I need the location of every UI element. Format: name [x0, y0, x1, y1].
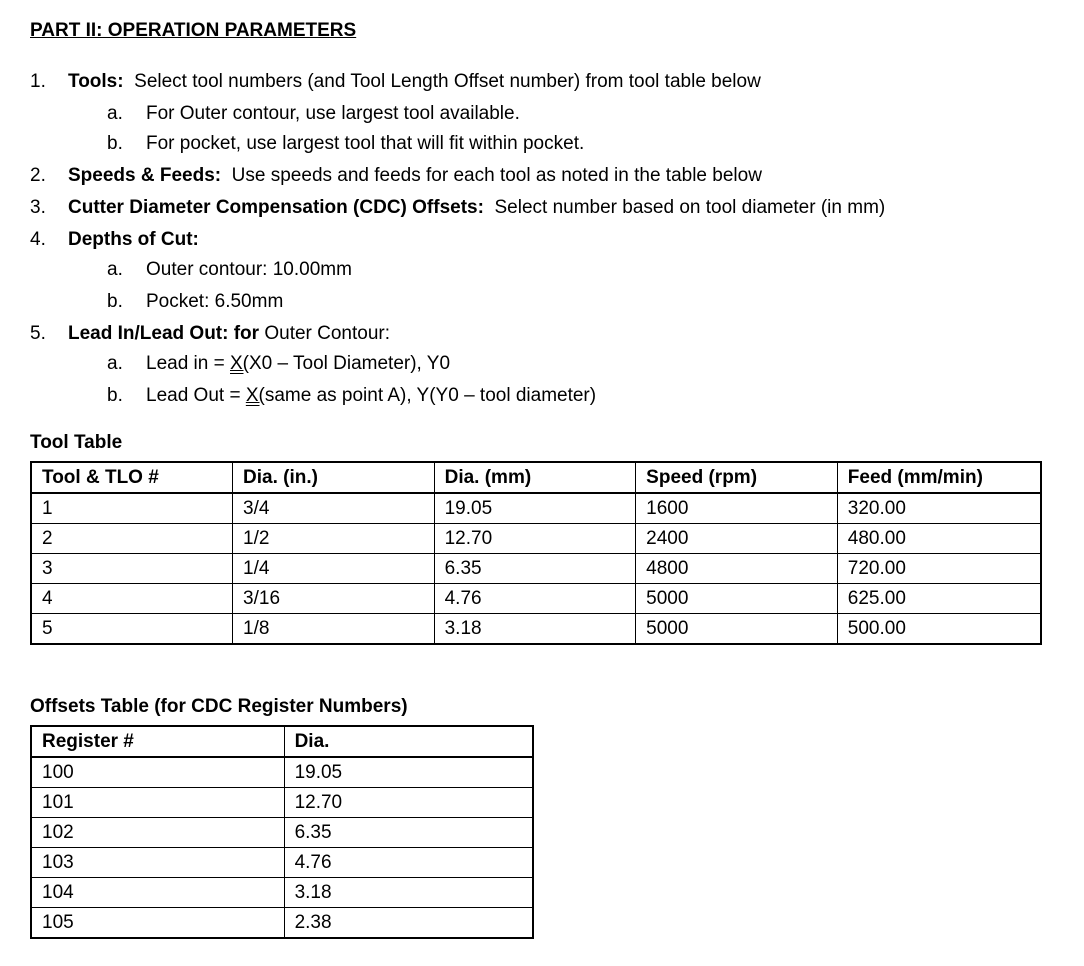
table-row: [31, 614, 1041, 645]
list-item-2: [30, 164, 46, 188]
list-item-3: [30, 196, 46, 220]
list-subitem-5b: [107, 384, 123, 408]
column-header: Tool & TLO #: [31, 462, 233, 493]
offsets-table: [30, 725, 534, 939]
table-cell: 12.70: [434, 524, 636, 554]
subitem-letter: b.: [107, 133, 123, 154]
subitem-text: Pocket: 6.50mm: [146, 291, 284, 312]
list-item-5-content: [68, 322, 390, 346]
table-cell: 480.00: [837, 524, 1041, 554]
list-subitem-4a-text: [146, 258, 352, 282]
table-cell: 102: [31, 818, 284, 848]
column-header: Register #: [31, 726, 284, 757]
item-text: Use speeds and feeds for each tool as noted in the table below: [231, 165, 762, 186]
table-row: [31, 878, 533, 908]
item-label: Tools:: [68, 71, 124, 92]
table-cell: 5000: [636, 584, 838, 614]
subitem-text-post: same as point A), Y(Y0 – tool diameter): [264, 385, 597, 406]
list-item-2-content: [68, 164, 762, 188]
list-subitem-1a: [107, 102, 123, 126]
list-item-5: [30, 322, 46, 346]
table-cell: 3: [31, 554, 233, 584]
table-cell: 6.35: [434, 554, 636, 584]
page-title: PART II: OPERATION PARAMETERS: [30, 20, 357, 41]
table-cell: 1/4: [233, 554, 435, 584]
subitem-text-x: X(: [230, 353, 249, 374]
column-header: Feed (mm/min): [837, 462, 1041, 493]
list-item-3-content: [68, 196, 885, 220]
column-header: Dia. (mm): [434, 462, 636, 493]
subitem-letter: a.: [107, 353, 123, 374]
table-cell: 3/4: [233, 493, 435, 524]
table-row: [31, 493, 1041, 524]
table-cell: 500.00: [837, 614, 1041, 645]
item-number: 2.: [30, 165, 46, 186]
table-cell: 1600: [636, 493, 838, 524]
table-row: [31, 757, 533, 788]
table-cell: 101: [31, 788, 284, 818]
item-number: 5.: [30, 323, 46, 344]
tool-table-heading: Tool Table: [30, 432, 123, 453]
subitem-text-pre: Lead Out =: [146, 385, 246, 406]
table-row: [31, 848, 533, 878]
table-cell: 12.70: [284, 788, 533, 818]
list-subitem-5a-text: [146, 352, 450, 376]
column-header: Dia.: [284, 726, 533, 757]
table-cell: 4.76: [434, 584, 636, 614]
list-item-4: [30, 228, 46, 252]
table-cell: 4.76: [284, 848, 533, 878]
table-cell: 1/2: [233, 524, 435, 554]
table-cell: 4800: [636, 554, 838, 584]
table-cell: 1: [31, 493, 233, 524]
subitem-text-post: X0 – Tool Diameter), Y0: [249, 353, 451, 374]
item-text: Select number based on tool diameter (in mm): [494, 197, 886, 218]
item-label: Depths of Cut:: [68, 229, 199, 250]
subitem-letter: a.: [107, 259, 123, 280]
table-cell: 4: [31, 584, 233, 614]
list-subitem-4b-text: [146, 290, 283, 314]
table-cell: 3/16: [233, 584, 435, 614]
table-cell: 19.05: [434, 493, 636, 524]
item-label: Speeds & Feeds:: [68, 165, 222, 186]
list-subitem-1b: [107, 132, 123, 156]
table-row: [31, 788, 533, 818]
subitem-text-pre: Lead in =: [146, 353, 230, 374]
list-subitem-5a: [107, 352, 123, 376]
item-number: 1.: [30, 71, 46, 92]
table-cell: 320.00: [837, 493, 1041, 524]
subitem-letter: b.: [107, 385, 123, 406]
item-number: 4.: [30, 229, 46, 250]
list-item-1-content: [68, 70, 761, 94]
table-cell: 5: [31, 614, 233, 645]
table-cell: 2.38: [284, 908, 533, 939]
subitem-letter: b.: [107, 291, 123, 312]
table-cell: 6.35: [284, 818, 533, 848]
item-text: Outer Contour:: [264, 323, 391, 344]
subitem-text-x: X(: [245, 385, 265, 406]
tool-table: [30, 461, 1042, 645]
list-item-4-content: [68, 228, 199, 252]
list-item-1: [30, 70, 46, 94]
column-header: Dia. (in.): [233, 462, 435, 493]
item-label: Lead In/Lead Out: for: [68, 323, 260, 344]
item-label: Cutter Diameter Compensation (CDC) Offsets:: [68, 197, 484, 218]
table-row: [31, 818, 533, 848]
list-subitem-5b-text: [146, 384, 596, 408]
list-subitem-1a-text: [146, 102, 520, 126]
list-subitem-4b: [107, 290, 123, 314]
table-row: [31, 524, 1041, 554]
table-cell: 2: [31, 524, 233, 554]
table-cell: 625.00: [837, 584, 1041, 614]
column-header: Speed (rpm): [636, 462, 838, 493]
table-cell: 3.18: [434, 614, 636, 645]
table-header-row: [31, 462, 1041, 493]
subitem-text: For pocket, use largest tool that will fit within pocket.: [146, 133, 585, 154]
table-cell: 19.05: [284, 757, 533, 788]
offsets-table-heading: Offsets Table (for CDC Register Numbers): [30, 696, 408, 717]
list-subitem-1b-text: [146, 132, 584, 156]
table-header-row: [31, 726, 533, 757]
subitem-letter: a.: [107, 103, 123, 124]
table-cell: 105: [31, 908, 284, 939]
table-cell: 5000: [636, 614, 838, 645]
table-cell: 100: [31, 757, 284, 788]
item-number: 3.: [30, 197, 46, 218]
list-subitem-4a: [107, 258, 123, 282]
table-cell: 104: [31, 878, 284, 908]
table-cell: 2400: [636, 524, 838, 554]
item-text: Select tool numbers (and Tool Length Offset number) from tool table below: [134, 71, 761, 92]
table-cell: 720.00: [837, 554, 1041, 584]
table-row: [31, 554, 1041, 584]
table-cell: 3.18: [284, 878, 533, 908]
subitem-text: For Outer contour, use largest tool available.: [146, 103, 520, 124]
table-cell: 1/8: [233, 614, 435, 645]
table-row: [31, 584, 1041, 614]
subitem-text: Outer contour: 10.00mm: [146, 259, 352, 280]
table-row: [31, 908, 533, 939]
table-cell: 103: [31, 848, 284, 878]
